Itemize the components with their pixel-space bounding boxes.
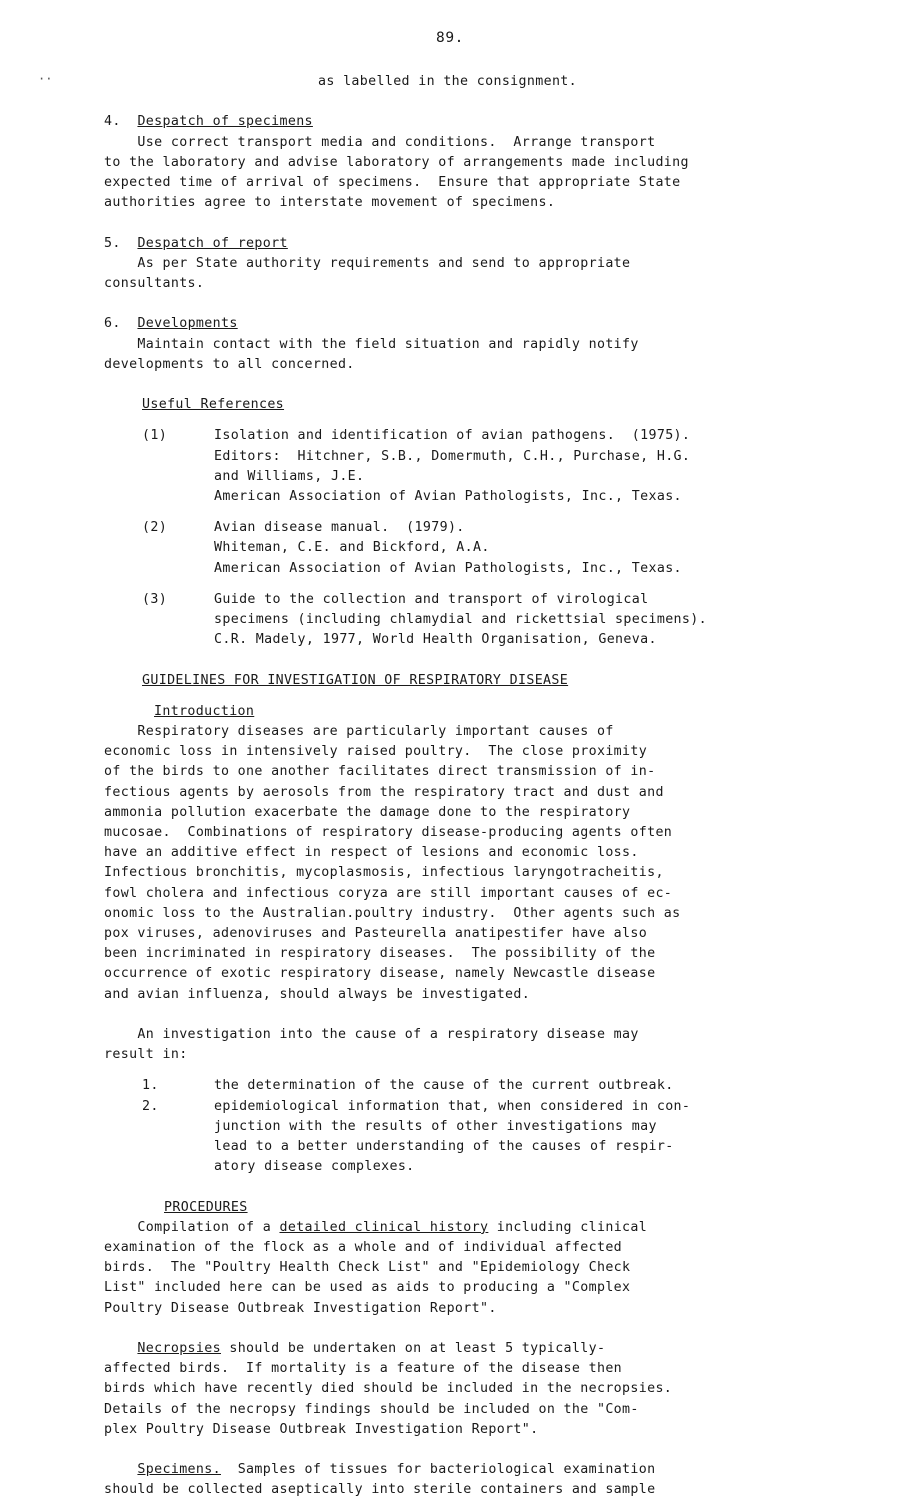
reference-item: [104, 426, 824, 507]
numbered-item-2-line-2: junction with the results of other investigations may: [214, 1118, 657, 1134]
section-4-line-4: authorities agree to interstate movement of specimens.: [104, 195, 556, 211]
procedures-p1-line-5: Poultry Disease Outbreak Investigation Report".: [104, 1300, 497, 1316]
reference-3-marker: (3): [142, 591, 168, 607]
section-5-line-2: consultants.: [104, 276, 205, 291]
procedures-p1-line-2: examination of the flock as a whole and of individual affected: [104, 1240, 623, 1256]
intro-line-1: Respiratory diseases are particularly important causes of: [104, 724, 614, 740]
guidelines-title: GUIDELINES FOR INVESTIGATION OF RESPIRATORY DISEASE: [142, 672, 569, 688]
procedures-p1-line-1: Compilation of a detailed clinical history including clinical: [104, 1219, 648, 1235]
section-6-line-1: Maintain contact with the field situation and rapidly notify: [104, 336, 639, 352]
intro-line-8: Infectious bronchitis, mycoplasmosis, infectious laryngotracheitis,: [104, 865, 664, 881]
necropsies-term: Necropsies: [137, 1341, 221, 1357]
reference-2-line-1: (2) Avian disease manual. (1979).: [104, 518, 824, 538]
numbered-item-1-marker: 1.: [142, 1078, 159, 1094]
procedures-p2-line-1: Necropsies should be undertaken on at least 5 typically-: [137, 1341, 606, 1357]
section-title-4: Despatch of specimens: [137, 114, 313, 130]
intro-line-3: of the birds to one another facilitates direct transmission of in-: [104, 764, 656, 780]
intro-line-12: been incriminated in respiratory diseases. The possibility of the: [104, 946, 656, 962]
intro-line-13: occurrence of exotic respiratory disease, namely Newcastle disease: [104, 966, 656, 982]
intro-line-5: ammonia pollution exacerbate the damage done to the respiratory: [104, 804, 631, 820]
numbered-item-2-line-3: lead to a better understanding of the causes of respir-: [214, 1139, 674, 1155]
section-heading-5: [104, 234, 824, 254]
section-4-line-3: expected time of arrival of specimens. Ensure that appropriate State: [104, 175, 681, 190]
section-title-6: Developments: [137, 316, 238, 332]
section-number-4: 4.: [104, 114, 121, 130]
intro-line-14: and avian influenza, should always be investigated.: [104, 986, 531, 1002]
detailed-clinical-history-term: detailed clinical history: [279, 1219, 489, 1235]
numbered-item-2-marker: 2.: [142, 1098, 159, 1114]
section-5-line-1: As per State authority requirements and send to appropriate: [104, 255, 631, 271]
intro-line-9: fowl cholera and infectious coryza are still important causes of ec-: [104, 885, 673, 901]
references-heading: Useful References: [142, 397, 285, 413]
section-title-5: Despatch of report: [137, 235, 288, 251]
procedures-p3-line-2: should be collected aseptically into sterile containers and sample: [104, 1482, 656, 1498]
procedures-p2-line-3: birds which have recently died should be included in the necropsies.: [104, 1381, 673, 1397]
investigation-line-1: An investigation into the cause of a respiratory disease may: [104, 1027, 639, 1043]
reference-3-line-1: (3) Guide to the collection and transport of virological: [104, 590, 824, 610]
section-6-line-2: developments to all concerned.: [104, 356, 355, 372]
procedures-p2-line-2: affected birds. If mortality is a feature of the disease then: [104, 1361, 623, 1377]
procedures-p1-line-4: List" included here can be used as aids to producing a "Complex: [104, 1280, 631, 1296]
reference-1-line-1: (1) Isolation and identification of avian pathogens. (1975).: [104, 426, 824, 446]
section-heading-4: [104, 112, 824, 132]
section-4-line-1: Use correct transport media and conditions. Arrange transport: [104, 134, 656, 150]
procedures-heading: PROCEDURES: [164, 1199, 248, 1215]
reference-3-line-3: C.R. Madely, 1977, World Health Organisation, Geneva.: [214, 632, 657, 648]
intro-line-7: have an additive effect in respect of lesions and economic loss.: [104, 845, 639, 861]
section-number-6: 6.: [104, 316, 121, 332]
page-number: 89.: [436, 30, 464, 46]
header-line: as labelled in the consignment.: [318, 74, 578, 89]
intro-line-10: onomic loss to the Australian.poultry industry. Other agents such as: [104, 905, 681, 921]
reference-2-marker: (2): [142, 520, 168, 536]
reference-3-line-2: specimens (including chlamydial and rickettsial specimens).: [214, 612, 707, 628]
intro-line-6: mucosae. Combinations of respiratory disease-producing agents often: [104, 825, 673, 841]
section-4-line-2: to the laboratory and advise laboratory of arrangements made including: [104, 154, 689, 170]
numbered-item-2-line-4: atory disease complexes.: [214, 1159, 415, 1175]
reference-1-marker: (1): [142, 428, 168, 444]
introduction-heading: Introduction: [154, 703, 255, 719]
document-body: [104, 72, 824, 1501]
reference-1-line-3: and Williams, J.E.: [214, 468, 365, 484]
reference-item: [104, 590, 824, 651]
reference-2-line-3: American Association of Avian Pathologists, Inc., Texas.: [214, 560, 682, 576]
procedures-p3-line-1: Specimens. Samples of tissues for bacteriological examination: [137, 1462, 656, 1478]
numbered-item-2: 2. epidemiological information that, when considered in con-: [104, 1097, 824, 1117]
specimens-term: Specimens.: [137, 1462, 221, 1478]
section-heading-6: [104, 314, 824, 334]
intro-line-11: pox viruses, adenoviruses and Pasteurella anatipestifer have also: [104, 926, 648, 942]
margin-mark: ··: [38, 72, 53, 86]
reference-1-line-4: American Association of Avian Pathologists, Inc., Texas.: [214, 489, 682, 504]
numbered-item-1: 1. the determination of the cause of the current outbreak.: [104, 1076, 824, 1096]
intro-line-2: economic loss in intensively raised poultry. The close proximity: [104, 744, 648, 760]
procedures-p2-line-5: plex Poultry Disease Outbreak Investigation Report".: [104, 1421, 539, 1437]
investigation-line-2: result in:: [104, 1047, 188, 1063]
reference-item: [104, 518, 824, 579]
section-number-5: 5.: [104, 235, 121, 251]
procedures-p1-line-3: birds. The "Poultry Health Check List" and "Epidemiology Check: [104, 1260, 631, 1276]
intro-line-4: fectious agents by aerosols from the respiratory tract and dust and: [104, 784, 664, 800]
reference-2-line-2: Whiteman, C.E. and Bickford, A.A.: [214, 540, 490, 556]
reference-1-line-2: Editors: Hitchner, S.B., Domermuth, C.H., Purchase, H.G.: [214, 448, 691, 464]
procedures-p2-line-4: Details of the necropsy findings should be included on the "Com-: [104, 1401, 639, 1417]
